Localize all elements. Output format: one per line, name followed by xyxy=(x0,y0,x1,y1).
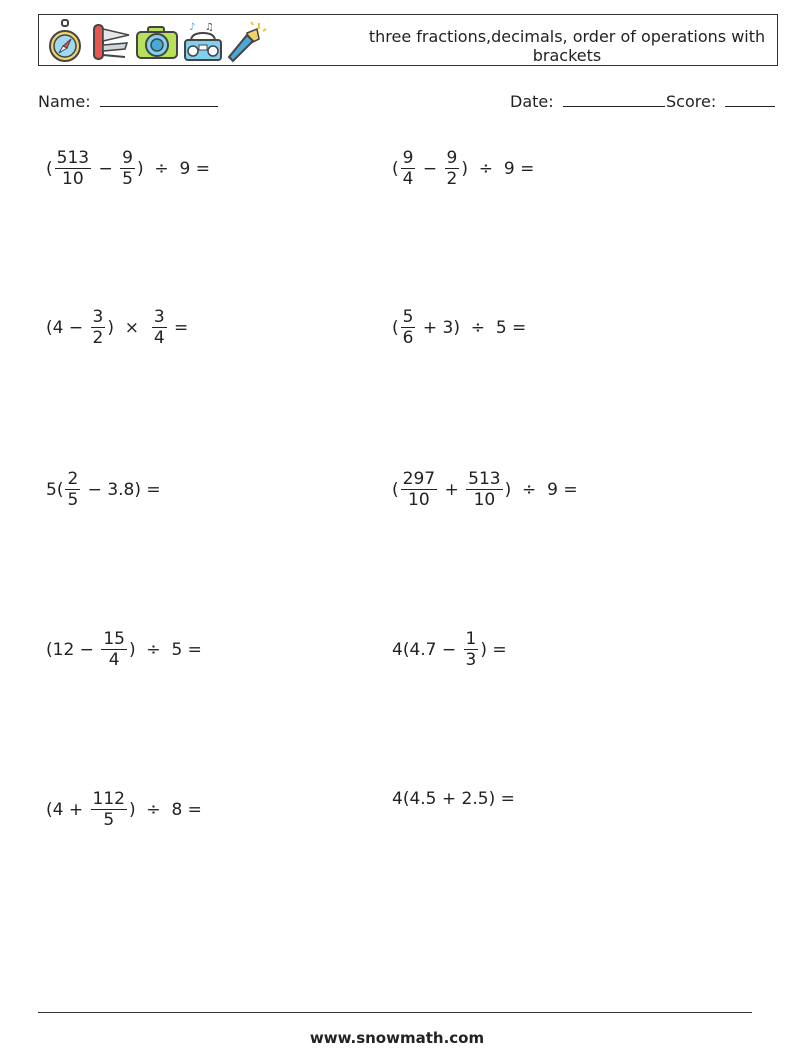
fraction xyxy=(101,629,127,670)
numerator: 3 xyxy=(92,307,104,327)
numerator: 15 xyxy=(103,629,125,649)
fraction xyxy=(466,469,502,510)
denominator: 2 xyxy=(446,169,458,189)
score-label: Score: xyxy=(666,92,717,111)
denominator: 4 xyxy=(402,169,414,189)
expression-text: 4(4.5 + 2.5) = xyxy=(392,789,515,809)
name-label: Name: xyxy=(38,92,91,111)
worksheet-title: three fractions,decimals, order of operations with brackets xyxy=(368,27,766,65)
flashlight-icon xyxy=(225,19,267,63)
expression-text: (12 − xyxy=(46,639,100,660)
denominator: 5 xyxy=(122,169,133,189)
svg-text:♫: ♫ xyxy=(205,22,214,33)
worksheet-header xyxy=(38,14,778,66)
pocket-knife-icon xyxy=(91,19,133,63)
denominator: 3 xyxy=(465,650,477,670)
numerator: 513 xyxy=(468,469,501,489)
denominator: 2 xyxy=(92,328,104,348)
fraction xyxy=(91,307,106,348)
expression-text: + 3) ÷ 5 = xyxy=(417,317,527,338)
denominator: 10 xyxy=(62,169,84,189)
denominator: 5 xyxy=(103,810,115,830)
svg-text:♪: ♪ xyxy=(189,22,196,33)
numerator: 5 xyxy=(402,307,414,327)
denominator: 10 xyxy=(473,490,496,510)
numerator: 297 xyxy=(402,469,436,489)
numerator: 513 xyxy=(56,148,90,168)
boombox-icon xyxy=(183,19,223,63)
score-line[interactable] xyxy=(725,105,775,107)
numerator: 1 xyxy=(465,629,477,649)
fraction xyxy=(120,148,135,189)
fraction xyxy=(55,148,91,189)
denominator: 4 xyxy=(153,328,165,348)
numerator: 2 xyxy=(67,469,79,489)
denominator: 5 xyxy=(67,490,79,510)
numerator: 9 xyxy=(122,148,133,168)
expression-text: (4 + xyxy=(46,799,89,820)
problem-3 xyxy=(46,307,188,348)
problem-8 xyxy=(392,629,507,670)
fraction xyxy=(445,148,460,189)
denominator: 4 xyxy=(108,650,120,670)
expression-text: ) ÷ 9 = xyxy=(461,158,535,179)
fraction xyxy=(464,629,479,670)
expression-text: (4 − xyxy=(46,317,89,338)
fraction xyxy=(401,148,416,189)
numerator: 112 xyxy=(92,789,125,809)
expression-text: − xyxy=(417,158,443,179)
denominator: 6 xyxy=(402,328,414,348)
footer-url[interactable]: www.snowmath.com xyxy=(309,1029,485,1047)
expression-text: ) = xyxy=(480,639,507,660)
fraction xyxy=(65,469,80,510)
expression-text: = xyxy=(168,317,189,338)
camera-icon xyxy=(135,19,179,63)
expression-text: ( xyxy=(46,158,53,179)
name-line[interactable] xyxy=(100,105,218,107)
expression-text: − xyxy=(93,158,119,179)
expression-text: ( xyxy=(392,317,399,338)
denominator: 10 xyxy=(408,490,430,510)
expression-text: ) ÷ 5 = xyxy=(128,639,202,660)
expression-text: ) ÷ 9 = xyxy=(504,479,578,500)
expression-text: ( xyxy=(392,158,399,179)
fraction xyxy=(401,469,437,510)
expression-text: + xyxy=(439,479,465,500)
fraction xyxy=(401,307,416,348)
compass-icon xyxy=(45,19,85,63)
problem-2 xyxy=(392,148,534,189)
numerator: 3 xyxy=(153,307,165,327)
date-field xyxy=(510,92,665,111)
expression-text: ) ÷ 9 = xyxy=(136,158,210,179)
expression-text: − 3.8) = xyxy=(82,479,161,500)
date-line[interactable] xyxy=(563,105,665,107)
expression-text: 4(4.7 − xyxy=(392,639,462,660)
problem-5 xyxy=(46,469,161,510)
problem-7 xyxy=(46,629,202,670)
fraction xyxy=(91,789,127,830)
expression-text: ( xyxy=(392,479,399,500)
problem-6 xyxy=(392,469,578,510)
expression-text: ) × xyxy=(107,317,150,338)
numerator: 9 xyxy=(446,148,458,168)
problem-1 xyxy=(46,148,210,189)
problem-10 xyxy=(392,789,515,809)
problem-9 xyxy=(46,789,202,830)
date-label: Date: xyxy=(510,92,554,111)
numerator: 9 xyxy=(402,148,414,168)
expression-text: 5( xyxy=(46,479,64,500)
problem-4 xyxy=(392,307,526,348)
name-field xyxy=(38,92,218,111)
expression-text: ) ÷ 8 = xyxy=(128,799,202,820)
score-field xyxy=(666,92,775,111)
footer-divider xyxy=(38,1012,752,1013)
fraction xyxy=(152,307,167,348)
